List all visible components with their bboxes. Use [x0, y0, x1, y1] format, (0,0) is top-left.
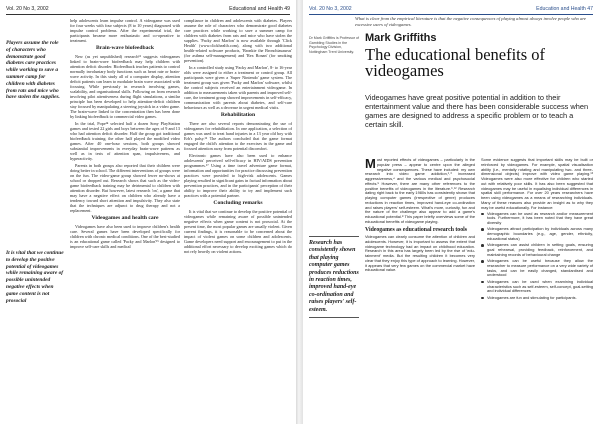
right-column-1 — [365, 158, 475, 422]
author-affiliation: Dr Mark Griffiths is Professor of Gambling Studies in the Psychology Division, Nottingham Trent University. — [309, 36, 360, 54]
left-pullquote-1: Players assume the role of characters who demonstrate good diabetes care practices while working to save a summer camp for children with diabetes from rats and mice who have stolen the supplies. — [6, 40, 60, 101]
left-column-1 — [70, 18, 180, 420]
paragraph: In the trial, Pope¹⁴ selected half a dozen Sony PlayStation games and tested 22 girls and boys between the ages of 9 and 13 who had attention deficit disorder. Half the group got traditional biofeedback training; the other half played the modified video games. After 40 one-hour sessions, both groups showed substantial improvements in everyday brain-wave patterns as well as in tests of attention span, impulsiveness, and hyperactivity. — [70, 120, 180, 162]
list-item — [481, 296, 593, 301]
list-item-text: Videogames are fun and stimulating for participants. — [487, 294, 577, 300]
bullet-icon — [481, 297, 484, 300]
section-heading: Brain-wave biofeedback — [96, 45, 154, 52]
section-heading: Videogames and health care — [91, 215, 159, 222]
list-item — [481, 280, 593, 294]
paragraph: It is vital that we continue to develop the positive potential of videogames while remaining aware of possible unintended negative effects when game content is not prosocial. At the present time, the most popular games are usually violent. Given current findings, it is reasonable to be concerned about the impact of violent games on some children and adolescents. Game developers need support and encouragement to put in the additional effort necessary to develop exciting games which do not rely heavily on violent actions. — [184, 208, 292, 255]
paragraph: Some evidence suggests that important skills may be built or reinforced by videogames. For example, spatial visualisation ability (i.e., mentally rotating and manipulating two- and three-dimensional objects) improve with video game playing.¹³ Videogames were also more effective for children who started out with relatively poor skills. It has also been suggested that videogames may be useful in equalising individual differences in spatial skill performance. For over 20 years researchers have been using videogames as a means of researching individuals. Many of these reasons also provide an insight as to why they may be useful educationally. For instance: — [481, 158, 593, 210]
left-page — [0, 0, 296, 424]
left-header-title: Educational and Health 49 — [229, 6, 290, 12]
list-item-text: Videogames can be useful because they allow the researcher to measure performance on a very wide variety of tasks, and can be easily changed, standardised and understood — [487, 258, 593, 278]
paragraph: Electronic games have also been used to enhance adolescents' perceived self-efficacy in HIV/AIDS prevention programmes.¹⁷ Using a time travel adventure game format, information and opportunities for practice discussing prevention practices were provided to high-risk adolescents. Games playing resulted in significant gains in factual information about prevention practices, and in the participants' perception of their ability to improve their ability to try and implement such practices with a potential partner. — [184, 152, 292, 199]
article-lede: Videogames have great positive potential in addition to their entertainment value and there has been considerable success when games are designed to address a specific problem or to teach a certain skill. — [365, 93, 589, 129]
section-heading: Videogames as educational research tools — [365, 226, 467, 233]
paragraph: Parents in both groups also reported that their children were doing better in school. The different interventions of groups were on the fun. The video-game group showed fewer no-shows at school or dropped out. Research shows that such as the video-game biofeedback training may be detrimental to children with attention disorder. But however, latest research 'on', a game that may have a negative effect on children who already have a tendency toward short attention and impulsivity. They also state that the techniques are adjunct to drug therapy and not a replacement. — [70, 162, 180, 214]
list-item-text: Videogames attract participation by individuals across many demographic boundaries (e.g., age, gender, ethnicity, educational status) — [487, 226, 593, 241]
section-heading: Concluding remarks — [213, 200, 263, 207]
paragraph-text: ost reported effects of videogames – particularly in the popular press – appear to centre upon the alleged negative consequences. These have included: my own research into video game addiction,¹˒³ increased aggressiveness,⁴ and the various medical and psychosocial effects.⁵ However, there are many other references to the positive benefits of videogames in the literature.⁶˒¹² Research dating right back to the early 1980s has consistently shown that playing computer games (irrespective of genre) produces reductions in reaction times, improved hand-eye co-ordination and raises players' self-esteem. What's more, curiosity, fun and the nature of the challenge also appear to add a game's educational potential.⁸ This paper briefly overviews some of the educational benefits of videogame playing. — [365, 158, 475, 224]
right-header-title: Education and Health 47 — [536, 6, 593, 12]
right-running-header — [309, 4, 593, 15]
right-column-2 — [481, 158, 593, 422]
list-item — [481, 212, 593, 226]
author-name: Mark Griffiths — [365, 32, 437, 44]
bullet-icon — [481, 213, 484, 216]
paragraph: Videogames have also been used to improve children's health care. Several games have been developed specifically for children with chronic medical conditions. One of the best-studied is an educational game called 'Packy and Marlon'¹⁵ designed to improve self-care skills and medical — [70, 223, 180, 250]
book-gutter — [296, 0, 303, 424]
paragraph: New (as yet unpublished) research¹³ suggests videogames linked to brain-wave biofeedback may help children with attention deficit disorder. Biofeedback teaches patients to control normally involuntary body functions such as heart rate or brain-wave activity. In this study all of a computer display, attention deficit patients can learn to modulate brain wave associated with focusing. While previously in research involving games, scalability, and organisational skills. Following on from research involving pilot attentiveness during flight simulations, a similar principle has been developed to help attention-deficit children stay focused by manipulating a steering joystick in a video game. The brain-wave linked to the concentration then has been done by linking biofeedback to commercial video games. — [70, 53, 180, 120]
drop-cap: M — [365, 158, 376, 171]
paragraph — [365, 158, 475, 225]
standfirst: What is clear from the empirical literature is that the negative consequences of playing almost always involve people who are excessive users of videogames. — [355, 16, 587, 27]
right-page — [303, 0, 599, 424]
list-item-text: Videogames can be used as research and/or measurement tools. Furthermore, it has been noted that they have great diversity — [487, 210, 593, 226]
left-pullquote-2: It is vital that we continue to develop the positive potential of videogames while remaining aware of possible unintended negative effects when game content is not prosocial — [6, 250, 64, 304]
list-item-text: Videogames can be used when examining individual characteristics such as self-esteem, self-concept, goal-setting and individual differences — [487, 278, 593, 294]
paragraph: compliance in children and adolescents with diabetes. Players assume the role of characters who demonstrate good diabetes care practices while working to save a summer camp for children with diabetes from rats and mice who have stolen the supplies. 'Packy and Marlon' is now available through 'Click Health' (www.clickhealth.com), along with two additional health-related software products, 'Bronkie the Bronchiasaurus' (for asthma self-management) and 'Rex Ronan' (for smoking prevention). — [184, 18, 292, 64]
paragraph: help adolescents learn impulse control. A videogame was used for four weeks with four subjects (8 to 10 years) diagnosed with impulse control problems. After the experimental trial, the participants became more enthusiastic and co-operative to treatment. — [70, 18, 180, 44]
bullet-icon — [481, 260, 484, 263]
paragraph: Videogames can clearly consume the attention of children and adolescents. However, it is important to assess the extent that videogame technology had an impact on childhood education. Research in this area has largely been led by the rise of 'edu-tainment' media. But the resulting children it becomes very clear that they enjoy this type of approach to learning. However, it appears that very few games on the commercial market have educational value. — [365, 234, 475, 273]
right-pullquote: Research has consistently shown that playing computer games produces reductions in reaction times, improved hand-eye co-ordination and raises players' self-esteem. — [309, 236, 359, 318]
paragraph: In a controlled study using 'Packy and Marlon', 8- to 16-year olds were assigned to either a treatment or control group. All participants were given a 'Super Nintendo' game system. The treatment group was given 'Packy and Marlon' software, whilst the control subjects received an entertainment videogame. In addition to measurements taken with parents and improved self-care, the treatment group showed improvements in self-efficacy, communication with parents about diabetes, and self-care behaviours as well as a decrease in urgent medical visits. — [184, 65, 292, 111]
left-running-header — [6, 4, 290, 15]
bullet-icon — [481, 281, 484, 284]
bullet-icon — [481, 228, 484, 231]
left-column-2 — [184, 18, 292, 420]
bullet-list — [481, 212, 593, 301]
list-item — [481, 259, 593, 278]
right-header-volume: Vol. 20 No 3, 2002 — [309, 6, 352, 12]
section-heading: Rehabilitation — [220, 112, 256, 119]
list-item — [481, 243, 593, 257]
bullet-icon — [481, 244, 484, 247]
left-header-volume: Vol. 20 No 3, 2002 — [6, 6, 49, 12]
list-item-text: Videogames can assist children in setting goals, ensuring goal rehearsal, providing feedback, reinforcement, and maintaining records of behavioural change — [487, 242, 593, 257]
list-item — [481, 227, 593, 241]
article-title: The educational benefits of videogames — [365, 45, 546, 80]
paragraph: There are also several reports demonstrating the use of videogames for rehabilitation. In one application, a selection of games was used to treat hand injuries in a 13 year old boy with Erb's palsy.¹⁶ The authors concluded that the game format engaged the child's attention to the exercises in the game and focused attention away from potential discomfort. — [184, 120, 292, 152]
